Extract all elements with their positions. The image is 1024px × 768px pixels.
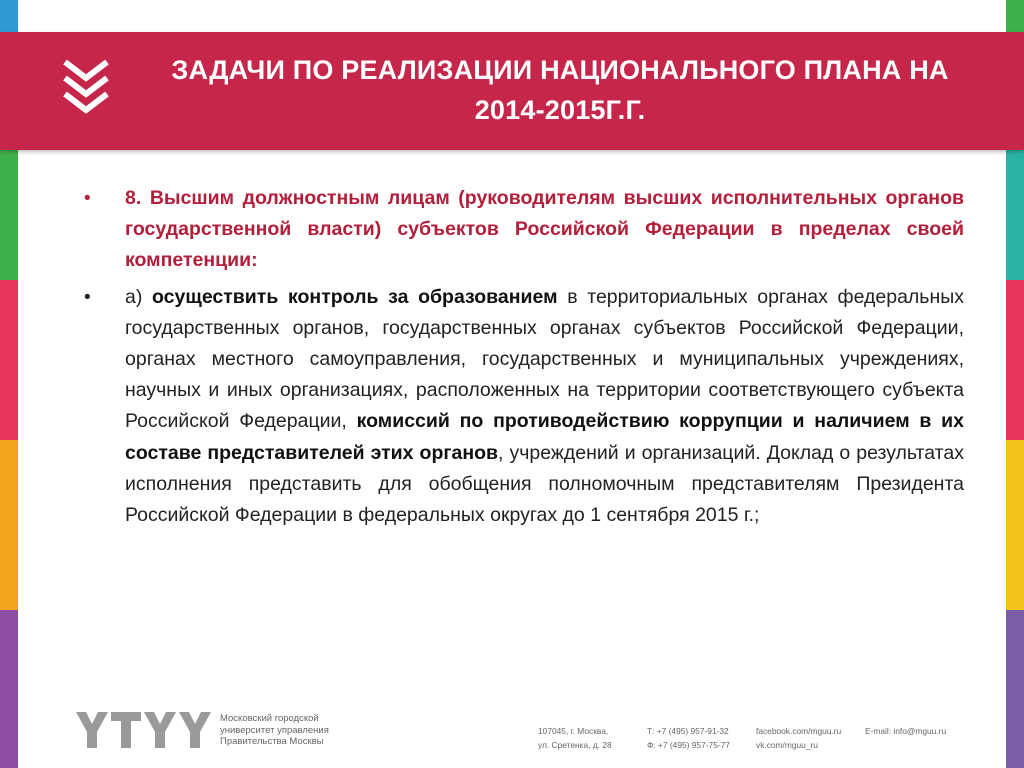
vk-link[interactable]: vk.com/mguu_ru: [756, 740, 818, 750]
footer-address: 107045, г. Москва, ул. Сретенка, д. 28: [538, 726, 612, 750]
bullet-icon: •: [84, 286, 91, 308]
page-title: [130, 50, 990, 130]
facebook-link[interactable]: facebook.com/mguu.ru: [756, 726, 842, 736]
slide-content: [84, 183, 964, 536]
item2-prefix: а): [125, 285, 153, 308]
item2-bold-2: комиссий по противодействию коррупции и наличием в их составе представителей этих органов: [125, 410, 965, 464]
footer-social-links[interactable]: [756, 724, 841, 752]
email-link[interactable]: E-mail: info@mguu.ru: [865, 726, 947, 736]
item2-bold-1: осуществить контроль за образованием: [152, 285, 558, 308]
chevron-logo-icon: [62, 56, 110, 120]
item2-text-2: , учреждений и организаций. Доклад о результатах исполнения представить для обобщения полномочным представителям Президента Российской Федерации в федеральных округах до 1 сентября 2015 г.;: [125, 441, 964, 527]
university-name: Московский городской университет управления Правительства Москвы: [220, 713, 329, 747]
bullet-item-1: [84, 183, 964, 277]
bullet-text-2: [125, 282, 964, 532]
title-line-2: 2014-2015Г.Г.: [474, 95, 646, 125]
bullet-text-1: 8. Высшим должностным лицам (руководителям высших исполнительных органов государственной власти) субъектов Российской Федерации в пределах своей компетенции:: [125, 187, 964, 272]
title-banner: [0, 32, 1024, 150]
title-line-1: ЗАДАЧИ ПО РЕАЛИЗАЦИИ НАЦИОНАЛЬНОГО ПЛАНА НА: [171, 55, 949, 85]
footer-email[interactable]: [865, 724, 946, 738]
footer-phones: Т: +7 (495) 957-91-32 Ф: +7 (495) 957-75-77: [647, 726, 730, 750]
university-logo-icon: [76, 712, 216, 748]
item2-text-1: в территориальных органах федеральных государственных органов, государственных органах субъектов Российской Федерации, органах местного самоуправления, государственных и муниципальных учреждениях, научных и иных организациях, расположенных на территории соответствующего субъекта Российской Федерации,: [125, 285, 964, 433]
bullet-item-2: [84, 282, 964, 532]
bullet-icon: •: [84, 188, 91, 209]
